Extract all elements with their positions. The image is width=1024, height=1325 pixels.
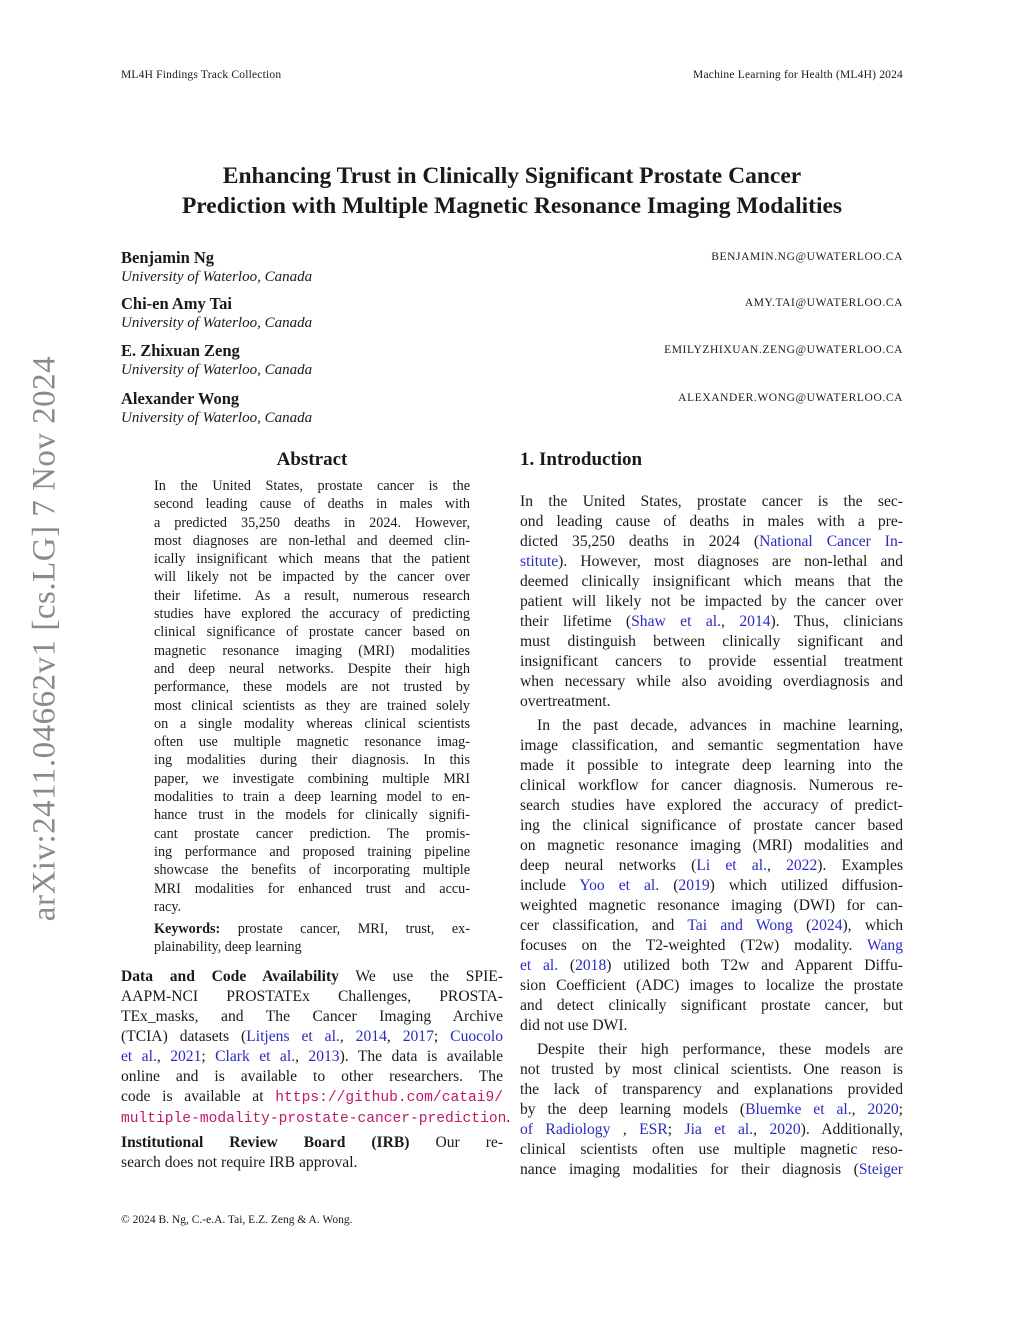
citation-link[interactable]: National Cancer In- <box>759 533 903 550</box>
citation-link[interactable]: Clark et al. <box>215 1048 296 1065</box>
text-segment: a predicted 35,250 deaths in 2024. However, <box>154 514 470 531</box>
text-line <box>520 716 903 736</box>
text-segment: , <box>156 1048 171 1065</box>
text-line <box>121 1027 503 1047</box>
text-line <box>154 715 470 733</box>
text-segment: ) which utilized diffusion- <box>709 877 904 894</box>
paragraph <box>520 716 903 1036</box>
text-line <box>520 896 903 916</box>
text-segment: cer classification, and <box>520 917 688 934</box>
running-header-left: ML4H Findings Track Collection <box>121 69 282 81</box>
text-segment: ). Examples <box>817 857 904 874</box>
text-segment: Our re- <box>409 1134 504 1151</box>
text-segment: TEx_masks, and The Cancer Imaging Archive <box>121 1008 503 1025</box>
text-line <box>154 898 470 916</box>
text-line <box>520 652 903 672</box>
text-line <box>154 920 470 938</box>
citation-link[interactable]: 2022 <box>786 857 818 874</box>
text-line <box>121 1108 511 1129</box>
author-affiliation: University of Waterloo, Canada <box>121 315 313 331</box>
text-line <box>154 605 470 623</box>
text-line <box>520 796 903 816</box>
text-segment: plainability, deep learning <box>154 939 302 956</box>
text-line <box>154 806 470 824</box>
author-block <box>121 294 903 333</box>
text-segment: dicted 35,250 deaths in 2024 ( <box>520 533 760 550</box>
text-segment: racy. <box>154 898 182 915</box>
text-line <box>121 987 503 1007</box>
text-segment: on a single modality whereas clinical scientists <box>154 715 470 732</box>
text-segment: ; <box>898 1101 903 1118</box>
text-segment: performance, these models are not trusted by <box>154 679 470 696</box>
text-segment: ically insignificant which means that the patient <box>154 551 470 568</box>
text-line <box>154 770 470 788</box>
text-line <box>520 492 903 512</box>
text-segment: ( <box>659 877 679 894</box>
paper-title <box>100 162 924 221</box>
text-line <box>154 825 470 843</box>
text-segment: (TCIA) datasets ( <box>121 1028 247 1045</box>
text-line <box>154 532 470 550</box>
citation-link[interactable]: 2017 <box>402 1028 434 1045</box>
text-segment: the lack of transparency and explanations provided <box>520 1081 903 1098</box>
text-segment: hance trust in the models for clinically signifi- <box>154 807 470 824</box>
text-line <box>520 612 903 632</box>
text-segment: insignificant cancers to provide essential treatment <box>520 653 903 670</box>
author-email[interactable]: AMY.TAI@UWATERLOO.CA <box>744 297 903 309</box>
text-line <box>520 1120 903 1140</box>
text-segment: weighted magnetic resonance imaging (DWI) for can- <box>520 897 903 914</box>
introduction-heading: 1. Introduction <box>520 449 643 470</box>
text-line <box>520 632 903 652</box>
citation-link[interactable]: Tai and Wong <box>687 917 793 934</box>
text-segment: ), which <box>842 917 903 934</box>
code-url-link[interactable]: https://github.com/catai9/ <box>275 1090 503 1106</box>
text-segment: made it possible to integrate deep learning into the <box>520 757 903 774</box>
text-segment: We use the SPIE- <box>338 968 504 985</box>
text-segment: most clinical scientists as they are trained solely <box>154 697 470 714</box>
author-name: Benjamin Ng <box>121 248 215 267</box>
text-segment: , <box>721 613 740 630</box>
text-segment: paper, we investigate combining multiple MRI <box>154 770 470 787</box>
text-line <box>154 697 470 715</box>
text-segment: their lifetime. As a result, numerous research <box>154 587 470 604</box>
code-url-link[interactable]: multiple-modality-prostate-cancer-prediction <box>121 1111 507 1127</box>
author-email[interactable]: EMILYZHIXUAN.ZENG@UWATERLOO.CA <box>664 344 903 356</box>
text-segment: . <box>506 1109 511 1126</box>
paragraph-heading: Institutional Review Board (IRB) <box>121 1134 410 1151</box>
text-line <box>154 495 470 513</box>
text-segment: by the deep learning models ( <box>520 1101 746 1118</box>
text-line <box>154 477 470 495</box>
citation-link[interactable]: et al. <box>121 1048 157 1065</box>
text-line <box>520 876 903 896</box>
text-line <box>121 1087 503 1108</box>
text-line <box>121 1133 503 1153</box>
text-segment: code is available at <box>121 1088 276 1105</box>
text-segment: often use multiple magnetic resonance imag- <box>154 734 470 751</box>
text-segment: Despite their high performance, these models are <box>537 1041 903 1058</box>
text-segment: most diagnoses are non-lethal and deemed clin- <box>154 532 470 549</box>
text-segment: not trusted by most clinical scientists. One reason is <box>520 1061 903 1078</box>
citation-link[interactable]: 2014 <box>355 1028 387 1045</box>
text-segment: ). However, most diagnoses are non-lethal and <box>558 553 903 570</box>
text-segment: , <box>610 1121 640 1138</box>
text-segment: overtreatment. <box>520 693 611 710</box>
paragraph <box>154 920 470 957</box>
text-segment: and deep neural networks. Despite their high <box>154 660 470 677</box>
text-segment: ; <box>201 1048 216 1065</box>
text-segment: deep neural networks ( <box>520 857 697 874</box>
text-segment: ; <box>667 1121 685 1138</box>
citation-link[interactable]: 2019 <box>678 877 710 894</box>
author-affiliation: University of Waterloo, Canada <box>121 410 313 426</box>
text-line <box>154 623 470 641</box>
citation-link[interactable]: Shaw et al. <box>631 613 722 630</box>
author-affiliation: University of Waterloo, Canada <box>121 362 313 378</box>
text-line <box>520 736 903 756</box>
text-line <box>520 836 903 856</box>
text-segment: , <box>753 1121 770 1138</box>
text-line <box>154 751 470 769</box>
citation-link[interactable]: stitute <box>520 553 559 570</box>
paragraph <box>520 1040 903 1180</box>
text-line <box>154 861 470 879</box>
paragraph-heading: Keywords: <box>154 921 221 938</box>
paragraph <box>121 1133 503 1173</box>
author-name: E. Zhixuan Zeng <box>121 341 240 360</box>
text-segment: ; <box>433 1028 451 1045</box>
citation-link[interactable]: Yoo et al. <box>579 877 660 894</box>
text-segment: deemed clinically insignificant which means that the <box>520 573 903 590</box>
text-segment: sion Coefficient (ADC) images to localize the prostate <box>520 977 903 994</box>
text-line <box>121 1153 503 1173</box>
text-segment: ing the clinical significance of prostate cancer based <box>520 817 903 834</box>
text-segment: did not use DWI. <box>520 1017 628 1034</box>
text-line <box>520 552 903 572</box>
text-line <box>520 936 903 956</box>
text-segment: include <box>520 877 580 894</box>
text-line <box>520 512 903 532</box>
text-line <box>121 967 503 987</box>
text-line <box>154 587 470 605</box>
author-email[interactable]: BENJAMIN.NG@UWATERLOO.CA <box>711 251 903 263</box>
text-segment: patient will likely not be impacted by the cancer over <box>520 593 903 610</box>
text-line <box>520 1080 903 1100</box>
text-line <box>520 592 903 612</box>
text-line <box>520 532 903 552</box>
citation-link[interactable]: 2021 <box>170 1048 202 1065</box>
author-block <box>121 341 903 380</box>
text-line <box>154 514 470 532</box>
citation-link[interactable]: Bluemke et al. <box>745 1101 852 1118</box>
text-line <box>520 856 903 876</box>
citation-link[interactable]: Steiger <box>858 1161 903 1178</box>
text-segment: nance imaging modalities for their diagnosis ( <box>520 1161 859 1178</box>
text-line <box>121 1067 503 1087</box>
author-name: Chi-en Amy Tai <box>121 294 232 313</box>
text-segment: search studies have explored the accuracy of predict- <box>520 797 903 814</box>
text-segment: will likely not be impacted by the cancer over <box>154 569 470 586</box>
text-line <box>520 1060 903 1080</box>
paragraph <box>520 492 903 712</box>
title-line-1: Enhancing Trust in Clinically Significant Prostate Cancer <box>222 163 802 189</box>
citation-link[interactable]: 2013 <box>308 1048 340 1065</box>
text-segment: must distinguish between clinically significant and <box>520 633 903 650</box>
text-segment: clinical significance of prostate cancer based on <box>154 624 470 641</box>
text-line <box>520 976 903 996</box>
text-segment: on magnetic resonance imaging (MRI) modalities and <box>520 837 903 854</box>
text-segment: modalities to train a deep learning model to en- <box>154 789 470 806</box>
author-name: Alexander Wong <box>121 389 240 408</box>
availability-sections <box>121 967 511 1173</box>
text-segment: ( <box>792 917 812 934</box>
text-segment: search does not require IRB approval. <box>121 1154 358 1171</box>
text-line <box>154 550 470 568</box>
citation-link[interactable]: 2020 <box>867 1101 899 1118</box>
text-line <box>520 1016 903 1036</box>
text-segment: clinical scientists often use multiple magnetic reso- <box>520 1141 903 1158</box>
text-line <box>154 843 470 861</box>
text-segment: studies have explored the accuracy of predicting <box>154 606 470 623</box>
text-line <box>520 996 903 1016</box>
arxiv-stamp: arXiv:2411.04662v1 [cs.LG] 7 Nov 2024 <box>26 355 63 922</box>
citation-link[interactable]: Litjens et al. <box>246 1028 340 1045</box>
text-segment: ing performance and proposed training pipeline <box>154 843 470 860</box>
text-segment: ( <box>558 957 576 974</box>
copyright-footer: © 2024 B. Ng, C.-e.A. Tai, E.Z. Zeng & A. Wong. <box>121 1214 353 1226</box>
text-segment: online and is available to other researchers. The <box>121 1068 503 1085</box>
text-line <box>520 1140 903 1160</box>
author-block <box>121 248 903 287</box>
text-line <box>520 572 903 592</box>
text-segment: clinical workflow for cancer diagnosis. Numerous re- <box>520 777 903 794</box>
text-line <box>154 642 470 660</box>
paragraph <box>154 477 470 916</box>
text-segment: showcase the benefits of incorporating multiple <box>154 862 470 879</box>
text-line <box>520 1160 903 1180</box>
text-line <box>520 816 903 836</box>
running-header-right: Machine Learning for Health (ML4H) 2024 <box>693 69 903 81</box>
text-line <box>121 1047 503 1067</box>
text-segment: , <box>339 1028 356 1045</box>
text-segment: , <box>295 1048 309 1065</box>
paragraph-heading: Data and Code Availability <box>121 968 339 985</box>
text-line <box>154 880 470 898</box>
text-line <box>154 568 470 586</box>
text-line <box>520 692 903 712</box>
citation-link[interactable]: 2014 <box>739 613 771 630</box>
text-segment: AAPM-NCI PROSTATEx Challenges, PROSTA- <box>121 988 503 1005</box>
text-line <box>121 1007 503 1027</box>
text-line <box>154 788 470 806</box>
text-line <box>520 756 903 776</box>
text-line <box>154 733 470 751</box>
author-email[interactable]: ALEXANDER.WONG@UWATERLOO.CA <box>678 392 903 404</box>
text-line <box>520 1100 903 1120</box>
text-line <box>520 916 903 936</box>
text-line <box>520 1040 903 1060</box>
text-segment: their lifetime ( <box>520 613 632 630</box>
text-segment: In the past decade, advances in machine learning, <box>537 717 903 734</box>
text-segment: and detect clinically significant prostate cancer, but <box>520 997 903 1014</box>
text-line <box>520 776 903 796</box>
text-segment: focuses on the T2-weighted (T2w) modality. <box>520 937 868 954</box>
text-segment: cant prostate cancer prediction. The promis- <box>154 825 470 842</box>
citation-link[interactable]: Li et al. <box>696 857 767 874</box>
text-segment: ). Thus, clinicians <box>770 613 904 630</box>
citation-link[interactable]: Wang <box>867 937 903 954</box>
text-line <box>154 938 470 956</box>
author-affiliation: University of Waterloo, Canada <box>121 269 313 285</box>
citation-link[interactable]: Cuocolo <box>450 1028 504 1045</box>
text-segment: magnetic resonance imaging (MRI) modalities <box>154 642 470 659</box>
text-segment: second leading cause of deaths in males with <box>154 496 470 513</box>
text-segment: prostate cancer, MRI, trust, ex- <box>220 921 470 938</box>
text-segment: MRI modalities for enhanced trust and accu- <box>154 880 470 897</box>
introduction-body <box>520 492 903 1180</box>
citation-link[interactable]: 2020 <box>769 1121 801 1138</box>
text-line <box>154 660 470 678</box>
abstract-body <box>154 477 470 957</box>
text-segment: ond leading cause of deaths in males with a pre- <box>520 513 903 530</box>
citation-link[interactable]: Jia et al. <box>684 1121 754 1138</box>
citation-link[interactable]: 2024 <box>811 917 843 934</box>
citation-link[interactable]: of Radiology <box>520 1121 611 1138</box>
citation-link[interactable]: 2018 <box>575 957 607 974</box>
text-segment: , <box>851 1101 868 1118</box>
abstract-heading: Abstract <box>276 449 348 470</box>
citation-link[interactable]: ESR <box>639 1121 668 1138</box>
text-segment: , <box>766 857 787 874</box>
text-segment: In the United States, prostate cancer is the <box>154 478 470 494</box>
text-segment: , <box>386 1028 403 1045</box>
title-line-2: Prediction with Multiple Magnetic Resonance Imaging Modalities <box>181 192 843 219</box>
text-line <box>520 672 903 692</box>
text-line <box>154 678 470 696</box>
text-line <box>520 956 903 976</box>
text-segment: ing modalities during their diagnosis. In this <box>154 752 470 769</box>
paragraph <box>121 967 511 1129</box>
text-segment: ) utilized both T2w and Apparent Diffu- <box>606 957 903 974</box>
author-block <box>121 389 903 428</box>
text-segment: ). Additionally, <box>800 1121 903 1138</box>
text-segment: image classification, and semantic segmentation have <box>520 737 903 754</box>
text-segment: In the United States, prostate cancer is the sec- <box>520 493 903 510</box>
text-segment: ). The data is available <box>339 1048 504 1065</box>
text-segment: when necessary while also avoiding overdiagnosis and <box>520 673 903 690</box>
citation-link[interactable]: et al. <box>520 957 559 974</box>
